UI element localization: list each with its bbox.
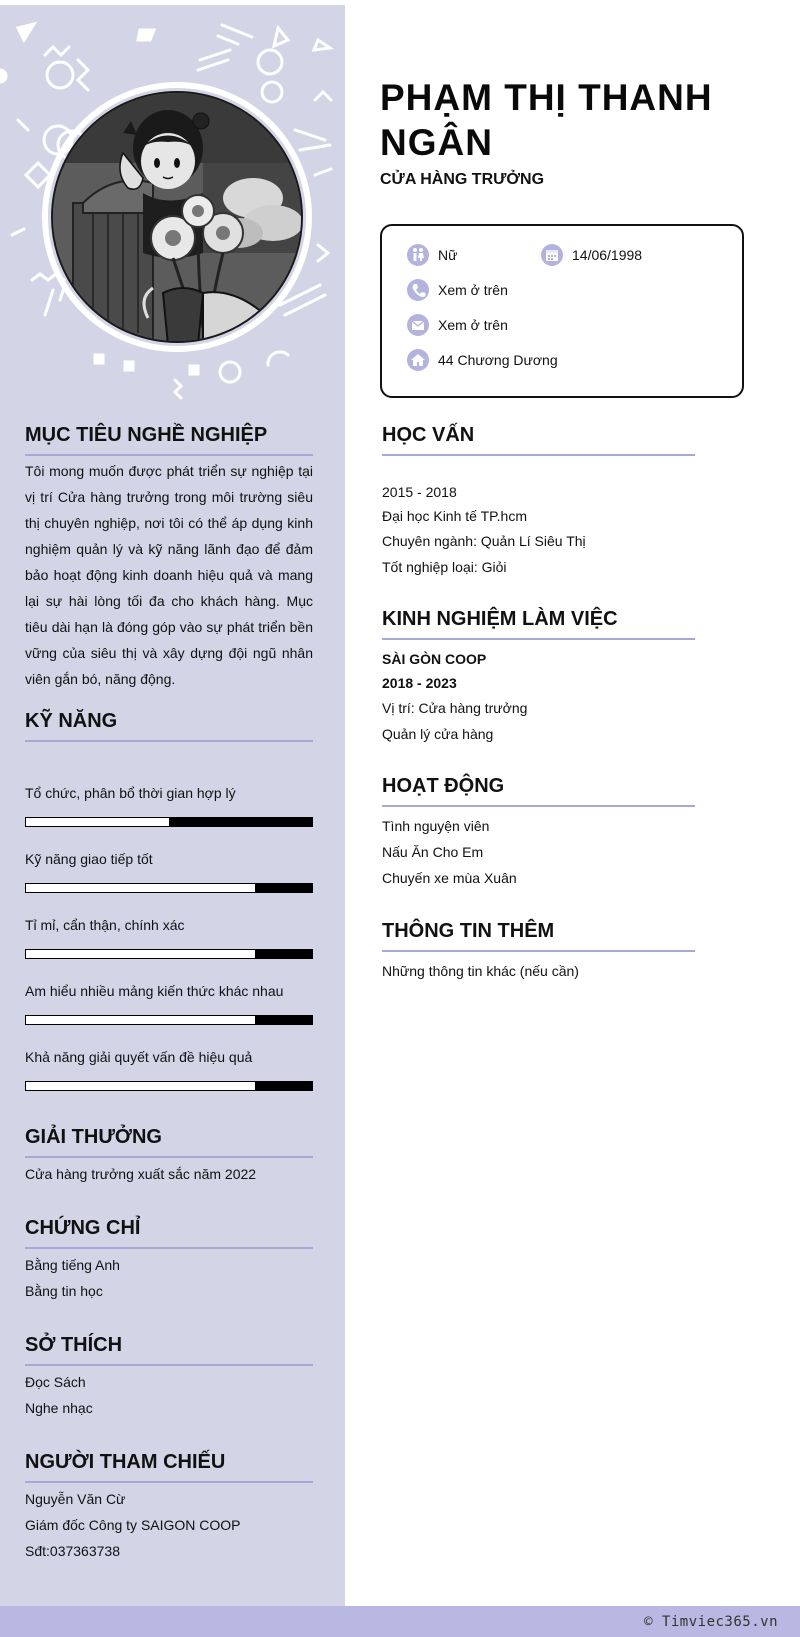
skill-label: Am hiểu nhiều mảng kiến thức khác nhau xyxy=(25,983,284,999)
skill-bar xyxy=(25,1015,313,1025)
activities-heading: HOẠT ĐỘNG xyxy=(382,775,695,807)
skill-bar xyxy=(25,949,313,959)
skill-bar xyxy=(25,1081,313,1091)
gender-icon xyxy=(407,244,429,266)
footer xyxy=(0,1606,800,1637)
skill-label: Tỉ mỉ, cẩn thận, chính xác xyxy=(25,917,185,933)
education-period: 2015 - 2018 xyxy=(382,484,457,500)
email-icon xyxy=(407,314,429,336)
references-heading: NGƯỜI THAM CHIẾU xyxy=(25,1451,313,1483)
address-value: 44 Chương Dương xyxy=(438,352,558,368)
skill-bar xyxy=(25,883,313,893)
experience-company: SÀI GÒN COOP xyxy=(382,651,487,667)
reference-position: Giám đốc Công ty SAIGON COOP xyxy=(25,1517,241,1533)
activity-item: Nấu Ăn Cho Em xyxy=(382,844,484,860)
skill-label: Kỹ năng giao tiếp tốt xyxy=(25,851,153,867)
activity-item: Tình nguyện viên xyxy=(382,818,490,834)
experience-heading: KINH NGHIỆM LÀM VIỆC xyxy=(382,608,695,640)
email-value: Xem ở trên xyxy=(438,317,508,333)
skill-bar-fill xyxy=(26,1016,255,1024)
career-goal-text: Tôi mong muốn được phát triển sự nghiệp tại vị trí Cửa hàng trưởng trong môi trường siêu thị chuyên nghiệp, nơi tôi có thể áp dụng kinh nghiệm quản lý và kỹ năng lãnh đạo để đảm bảo hoạt động kinh doanh hiệu quả và mang lại sự hài lòng tối đa cho khách hàng. Mục tiêu dài hạn là đóng góp vào sự phát triển bền vững của siêu thị và xây dựng đội ngũ nhân viên gắn bó, năng động. xyxy=(25,463,313,687)
award-item: Cửa hàng trưởng xuất sắc năm 2022 xyxy=(25,1166,257,1182)
job-title: CỬA HÀNG TRƯỞNG xyxy=(380,171,545,188)
experience-position: Vị trí: Cửa hàng trưởng xyxy=(382,700,528,716)
footer-copyright: © Timviec365.vn xyxy=(644,1614,778,1630)
career-goal-heading: MỤC TIÊU NGHỀ NGHIỆP xyxy=(25,424,313,456)
skill-label: Tổ chức, phân bổ thời gian hợp lý xyxy=(25,785,236,801)
phone-value: Xem ở trên xyxy=(438,282,508,298)
home-icon xyxy=(407,349,429,371)
avatar-illustration xyxy=(53,93,303,343)
awards-heading: GIẢI THƯỞNG xyxy=(25,1126,313,1158)
calendar-icon xyxy=(541,244,563,266)
skills-heading: KỸ NĂNG xyxy=(25,710,313,742)
additional-info-heading: THÔNG TIN THÊM xyxy=(382,920,695,952)
hobby-item: Nghe nhạc xyxy=(25,1400,93,1416)
education-school: Đại học Kinh tế TP.hcm xyxy=(382,508,528,524)
gender-value: Nữ xyxy=(438,247,458,263)
certificate-item: Bằng tin học xyxy=(25,1283,103,1299)
education-heading: HỌC VẤN xyxy=(382,424,695,456)
experience-description: Quản lý cửa hàng xyxy=(382,726,494,742)
education-grade: Tốt nghiệp loại: Giỏi xyxy=(382,559,507,575)
skill-bar xyxy=(25,817,313,827)
avatar xyxy=(51,91,303,343)
additional-info-text: Những thông tin khác (nếu cần) xyxy=(382,963,579,979)
reference-phone: Sđt:037363738 xyxy=(25,1543,120,1559)
skill-bar-fill xyxy=(26,1082,255,1090)
activity-item: Chuyến xe mùa Xuân xyxy=(382,870,517,886)
reference-name: Nguyễn Văn Cừ xyxy=(25,1491,126,1507)
phone-icon xyxy=(407,279,429,301)
certificate-item: Bằng tiếng Anh xyxy=(25,1257,120,1273)
personal-info-box xyxy=(380,224,744,398)
birthday-value: 14/06/1998 xyxy=(572,247,643,263)
skill-bar-fill xyxy=(26,818,169,826)
certificates-heading: CHỨNG CHỈ xyxy=(25,1217,313,1249)
skill-label: Khả năng giải quyết vấn đề hiệu quả xyxy=(25,1049,253,1065)
hobby-item: Đọc Sách xyxy=(25,1374,86,1390)
candidate-name: PHẠM THỊ THANH NGÂN xyxy=(380,77,713,163)
skill-bar-fill xyxy=(26,950,255,958)
hobbies-heading: SỞ THÍCH xyxy=(25,1334,313,1366)
experience-period: 2018 - 2023 xyxy=(382,675,457,691)
skill-bar-fill xyxy=(26,884,255,892)
education-major: Chuyên ngành: Quản Lí Siêu Thị xyxy=(382,533,586,549)
